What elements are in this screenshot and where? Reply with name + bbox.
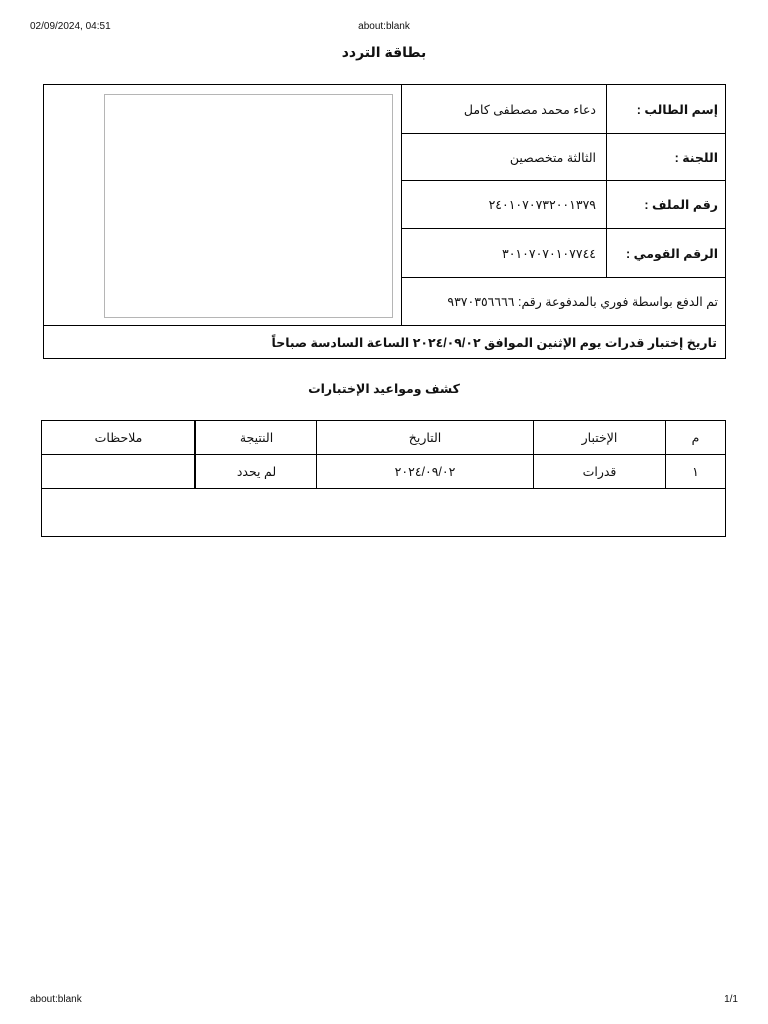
student-name-value: دعاء محمد مصطفى كامل <box>463 102 596 117</box>
header-date: التاريخ <box>316 421 533 454</box>
student-name-label: إسم الطالب : <box>606 85 726 133</box>
file-number-value: ٢٤٠١٠٧٠٧٣٢٠٠١٣٧٩ <box>488 198 596 212</box>
row-date: ٢٠٢٤/٠٩/٠٢ <box>316 455 533 488</box>
table-header-row <box>42 421 725 455</box>
header-notes: ملاحظات <box>94 431 143 445</box>
student-name-row <box>402 85 726 134</box>
committee-label: اللجنة : <box>606 134 726 180</box>
table-row <box>42 455 725 489</box>
student-info-rows <box>401 85 725 325</box>
exam-date-line: تاريخ إختبار قدرات يوم الإثنين الموافق ٢٠٢٤/٠٩/٠٢ الساعة السادسة صباحاً <box>44 325 725 358</box>
row-result: لم يحدد <box>194 455 317 488</box>
row-notes <box>42 455 195 488</box>
print-footer-url: about:blank <box>30 994 82 1005</box>
national-id-label: الرقم القومي : <box>606 229 726 277</box>
print-page-count: 1/1 <box>724 994 738 1005</box>
row-index: ١ <box>665 455 725 488</box>
exams-section-title: كشف ومواعيد الإختبارات <box>308 382 460 396</box>
header-result: النتيجة <box>194 421 317 454</box>
header-index: م <box>665 421 725 454</box>
national-id-value: ٣٠١٠٧٠٧٠١٠٧٧٤٤ <box>502 246 596 261</box>
committee-value: الثالثة متخصصين <box>509 150 596 165</box>
row-exam: قدرات <box>533 455 665 488</box>
national-id-row <box>402 229 726 278</box>
student-photo-placeholder <box>104 94 393 318</box>
file-number-label: رقم الملف : <box>606 181 726 228</box>
print-datetime: 02/09/2024, 04:51 <box>30 21 111 32</box>
attendance-card <box>43 84 726 359</box>
exams-table <box>41 420 726 537</box>
payment-note: تم الدفع بواسطة فوري بالمدفوعة رقم: ٩٣٧٠٣٥٦٦٦٦ <box>447 295 718 309</box>
print-header-url: about:blank <box>358 21 410 32</box>
header-exam: الإختبار <box>533 421 665 454</box>
page-title: بطاقة التردد <box>341 44 427 60</box>
file-number-row <box>402 181 726 229</box>
committee-row <box>402 134 726 181</box>
table-empty-area <box>42 489 725 536</box>
